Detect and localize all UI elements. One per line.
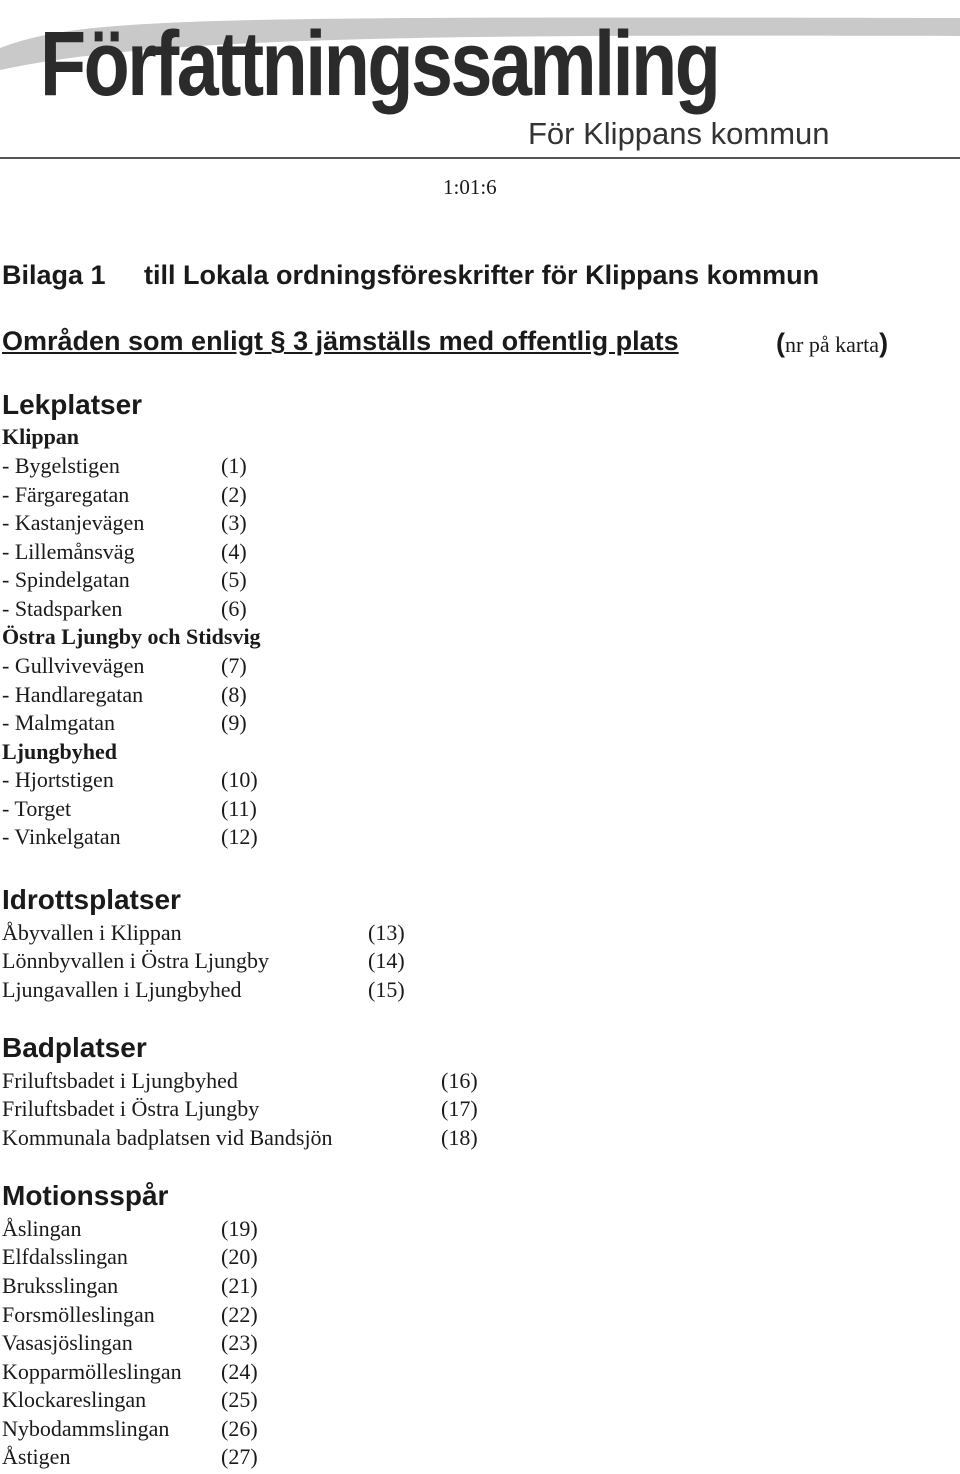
list-item-label: - Vinkelgatan xyxy=(2,824,121,849)
list-item-number: (17) xyxy=(441,1096,478,1121)
list-item-number: (27) xyxy=(221,1444,258,1469)
appendix-title: till Lokala ordningsföreskrifter för Klippans kommun xyxy=(144,260,820,290)
list-item-label: - Torget xyxy=(2,796,72,821)
list-item-label: - Färgaregatan xyxy=(2,482,130,507)
section-heading-idrottsplatser: Idrottsplatser xyxy=(2,884,181,915)
list-item-number: (9) xyxy=(221,710,247,735)
list-item-label: Åstigen xyxy=(2,1444,71,1469)
list-item-number: (24) xyxy=(221,1359,258,1384)
list-item-label: - Gullvivevägen xyxy=(2,653,145,678)
list-item-label: - Handlaregatan xyxy=(2,682,144,707)
list-item-number: (4) xyxy=(221,539,247,564)
list-item-label: Kommunala badplatsen vid Bandsjön xyxy=(2,1125,333,1150)
list-item-number: (16) xyxy=(441,1068,478,1093)
group-heading: Ljungbyhed xyxy=(2,739,117,764)
appendix-label: Bilaga 1 xyxy=(2,260,106,290)
map-number-note xyxy=(776,328,888,359)
list-item-number: (15) xyxy=(368,977,405,1002)
list-item-label: Elfdalsslingan xyxy=(2,1244,128,1269)
group-heading: Klippan xyxy=(2,424,80,449)
list-item-number: (3) xyxy=(221,510,247,535)
areas-heading: Områden som enligt § 3 jämställs med offentlig plats xyxy=(2,326,679,356)
list-item-number: (8) xyxy=(221,682,247,707)
list-item-number: (26) xyxy=(221,1416,258,1441)
list-item-number: (20) xyxy=(221,1244,258,1269)
list-item-label: Vasasjöslingan xyxy=(2,1330,133,1355)
list-item-number: (12) xyxy=(221,824,258,849)
list-item-label: - Stadsparken xyxy=(2,596,123,621)
list-item-label: Ljungavallen i Ljungbyhed xyxy=(2,977,242,1002)
list-item-label: - Hjortstigen xyxy=(2,767,114,792)
list-item-number: (18) xyxy=(441,1125,478,1150)
list-item-label: Friluftsbadet i Östra Ljungby xyxy=(2,1096,260,1121)
logo-title: Författningssamling xyxy=(40,13,719,115)
section-heading-lekplatser: Lekplatser xyxy=(2,389,143,420)
list-item-label: - Spindelgatan xyxy=(2,567,130,592)
list-item-number: (21) xyxy=(221,1273,258,1298)
list-item-number: (7) xyxy=(221,653,247,678)
header-logo xyxy=(0,0,960,160)
list-item-label: Lönnbyvallen i Östra Ljungby xyxy=(2,948,270,973)
list-item-number: (25) xyxy=(221,1387,258,1412)
list-item-number: (14) xyxy=(368,948,405,973)
list-item-number: (11) xyxy=(221,796,257,821)
page-number: 1:01:6 xyxy=(443,175,497,199)
list-item-number: (5) xyxy=(221,567,247,592)
list-item-label: Kopparmölleslingan xyxy=(2,1359,182,1384)
list-item-label: Klockareslingan xyxy=(2,1387,147,1412)
section-heading-motionsspar: Motionsspår xyxy=(2,1180,169,1211)
list-item-number: (6) xyxy=(221,596,247,621)
list-item-label: Bruksslingan xyxy=(2,1273,119,1298)
list-item-label: - Lillemånsväg xyxy=(2,539,135,564)
list-item-label: - Kastanjevägen xyxy=(2,510,145,535)
group-heading: Östra Ljungby och Stidsvig xyxy=(2,624,261,649)
note-text: nr på karta xyxy=(785,332,880,357)
list-item-label: - Malmgatan xyxy=(2,710,116,735)
note-close-paren: ) xyxy=(879,328,889,358)
list-item-number: (19) xyxy=(221,1216,258,1241)
list-item-number: (13) xyxy=(368,920,405,945)
list-item-label: Friluftsbadet i Ljungbyhed xyxy=(2,1068,238,1093)
list-item-number: (10) xyxy=(221,767,258,792)
header-divider xyxy=(0,157,960,159)
list-item-number: (22) xyxy=(221,1302,258,1327)
list-item-number: (1) xyxy=(221,453,247,478)
section-heading-badplatser: Badplatser xyxy=(2,1032,147,1063)
list-item-number: (2) xyxy=(221,482,247,507)
list-item-label: Forsmölleslingan xyxy=(2,1302,155,1327)
list-item-label: Åslingan xyxy=(2,1216,82,1241)
note-open-paren: ( xyxy=(776,328,785,358)
list-item-label: Åbyvallen i Klippan xyxy=(2,920,182,945)
list-item-label: - Bygelstigen xyxy=(2,453,120,478)
logo-subtitle: För Klippans kommun xyxy=(528,116,830,151)
list-item-number: (23) xyxy=(221,1330,258,1355)
list-item-label: Nybodammslingan xyxy=(2,1416,170,1441)
